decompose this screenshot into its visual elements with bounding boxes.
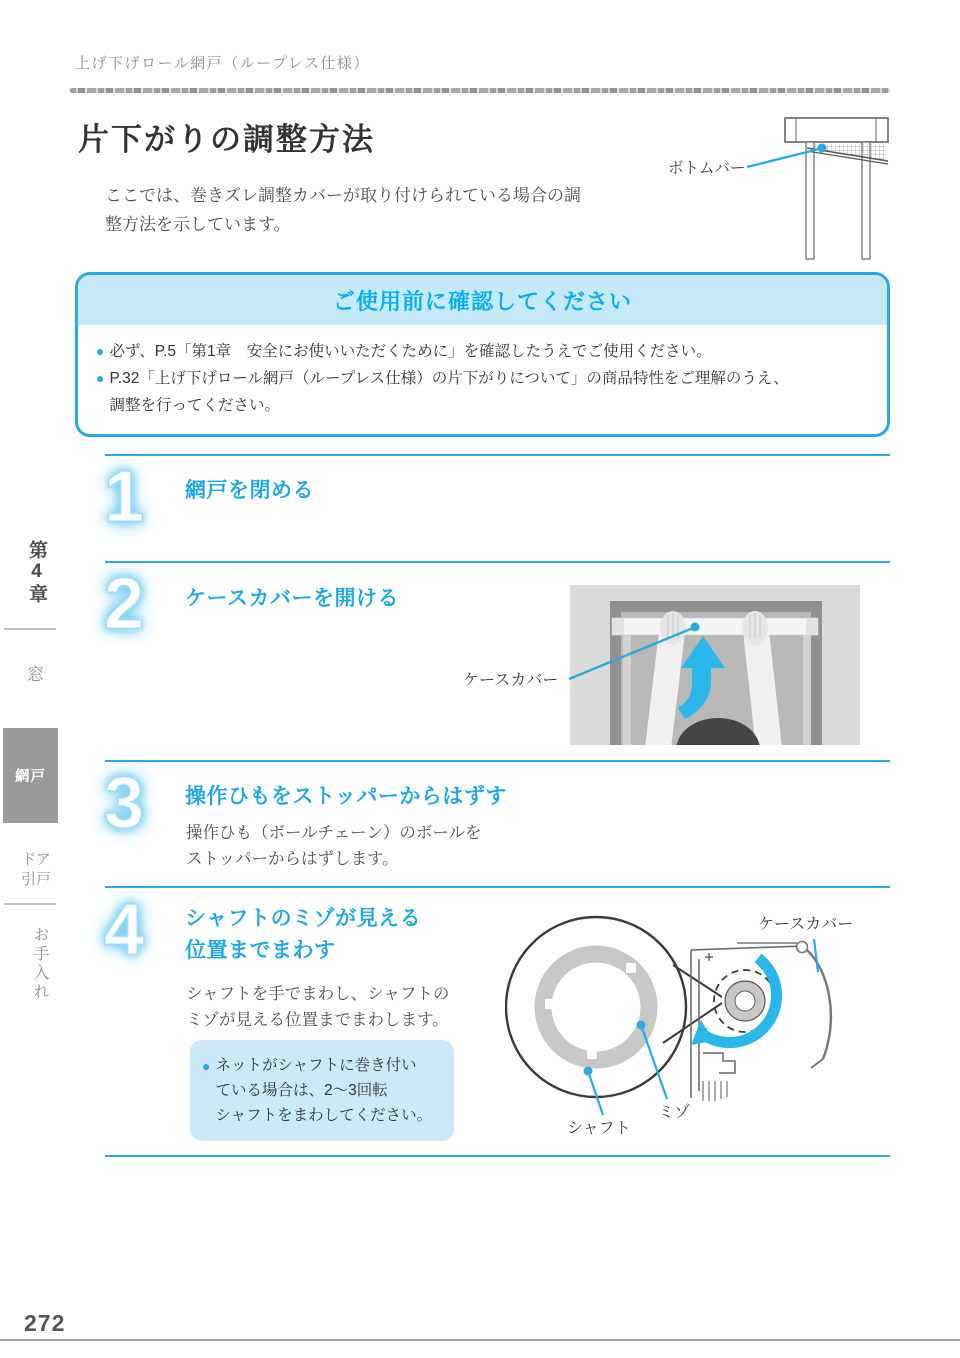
confirm-item-1 xyxy=(96,338,871,365)
case-cover-leader-line xyxy=(814,939,818,972)
step4-note-box xyxy=(190,1040,454,1141)
bullet-icon: ● xyxy=(96,370,105,387)
confirm-item-1-text: 必ず、P.5「第1章 安全にお使いいただくために」を確認したうえでご使用ください。 xyxy=(109,343,712,360)
step3-number: 3 xyxy=(104,763,145,843)
step2-rule xyxy=(105,561,890,563)
page-bottom-rule xyxy=(0,1339,960,1341)
groove-notch xyxy=(587,1049,597,1059)
intro-line1: ここでは、巻きズレ調整カバーが取り付けられている場合の調 xyxy=(105,186,581,205)
groove-notch xyxy=(545,999,555,1009)
sidebar-item-care: お手入れ xyxy=(31,926,48,1002)
step3-rule xyxy=(105,760,890,762)
case-cover-pointer-dot xyxy=(691,623,700,632)
confirm-box-body xyxy=(78,325,887,434)
sidebar-item-door xyxy=(16,850,56,889)
step4-number: 4 xyxy=(104,890,145,970)
sidebar-divider xyxy=(4,903,56,905)
step2-heading: ケースカバーを開ける xyxy=(185,587,399,610)
bullet-icon: ● xyxy=(96,343,105,359)
roll-case-bar xyxy=(612,618,818,635)
bottom-bar-label: ボトムバー xyxy=(668,160,746,177)
bottom-bar-pointer-dot xyxy=(818,144,827,153)
magnifier-circle xyxy=(506,917,686,1097)
sidebar-item-door-line1: ドア xyxy=(21,851,51,868)
header-divider xyxy=(70,88,890,93)
step2-photo xyxy=(435,578,885,750)
shaft-diagram xyxy=(505,893,895,1155)
step1-rule xyxy=(105,454,890,456)
product-label: 上げ下げロール網戸（ループレス仕様） xyxy=(75,55,370,72)
step1-heading: 網戸を閉める xyxy=(185,479,314,502)
bullet-icon: ● xyxy=(202,1058,211,1074)
closing-rule xyxy=(105,1155,890,1157)
intro-paragraph xyxy=(105,182,581,240)
step1-number: 1 xyxy=(104,457,145,537)
step3-heading: 操作ひもをストッパーからはずす xyxy=(185,785,507,808)
groove-label: ミゾ xyxy=(658,1104,691,1121)
sidebar-chapter-label: 第4章 xyxy=(26,540,47,605)
step4-heading-line2: 位置までまわす xyxy=(185,938,336,962)
photo-scene xyxy=(570,585,860,750)
shaft-label: シャフト xyxy=(567,1120,631,1137)
step3-body-line1: 操作ひも（ボールチェーン）のボールを xyxy=(186,824,482,842)
page-title: 片下がりの調整方法 xyxy=(78,122,375,157)
step4-heading xyxy=(185,903,421,966)
intro-line2: 整方法を示しています。 xyxy=(105,214,291,234)
note-line2: ている場合は、2～3回転 xyxy=(215,1082,388,1100)
step3-body-line2: ストッパーからはずします。 xyxy=(186,850,399,869)
step4-heading-line1: シャフトのミゾが見える xyxy=(185,907,422,930)
sidebar-item-window: 窓 xyxy=(27,665,44,684)
confirm-item-2-line1: P.32「上げ下げロール網戸（ループレス仕様）の片下がりについて」の商品特性をご理解のうえ、 xyxy=(109,370,789,388)
step4-body xyxy=(186,981,449,1034)
confirm-item-2-line2: 調整を行ってください。 xyxy=(109,397,280,415)
groove-notch xyxy=(626,963,636,973)
step2-number: 2 xyxy=(104,564,145,644)
sidebar-item-door-line2: 引戸 xyxy=(20,870,51,888)
confirm-box xyxy=(75,272,890,437)
confirm-item-2 xyxy=(96,365,871,419)
window-frame xyxy=(785,118,888,259)
step4-rule xyxy=(105,886,890,888)
sidebar-item-screen-active: 網戸 xyxy=(3,728,58,823)
step4-body-line2: ミゾが見える位置までまわします。 xyxy=(186,1011,449,1030)
left-arm xyxy=(658,640,671,748)
confirm-box-title: ご使用前に確認してください xyxy=(78,275,887,325)
case-cover-label: ケースカバー xyxy=(758,916,854,933)
note-line1: ネットがシャフトに巻き付い xyxy=(215,1057,417,1074)
right-arm xyxy=(757,640,769,748)
droop-diagram xyxy=(655,106,895,271)
case-cover-label: ケースカバー xyxy=(463,672,559,689)
note-line3: シャフトをまわしてください。 xyxy=(215,1107,433,1125)
page-number: 272 xyxy=(24,1310,66,1336)
step4-body-line1: シャフトを手でまわし、シャフトの xyxy=(186,985,450,1003)
sidebar-divider xyxy=(4,628,56,630)
step3-body xyxy=(186,820,482,873)
